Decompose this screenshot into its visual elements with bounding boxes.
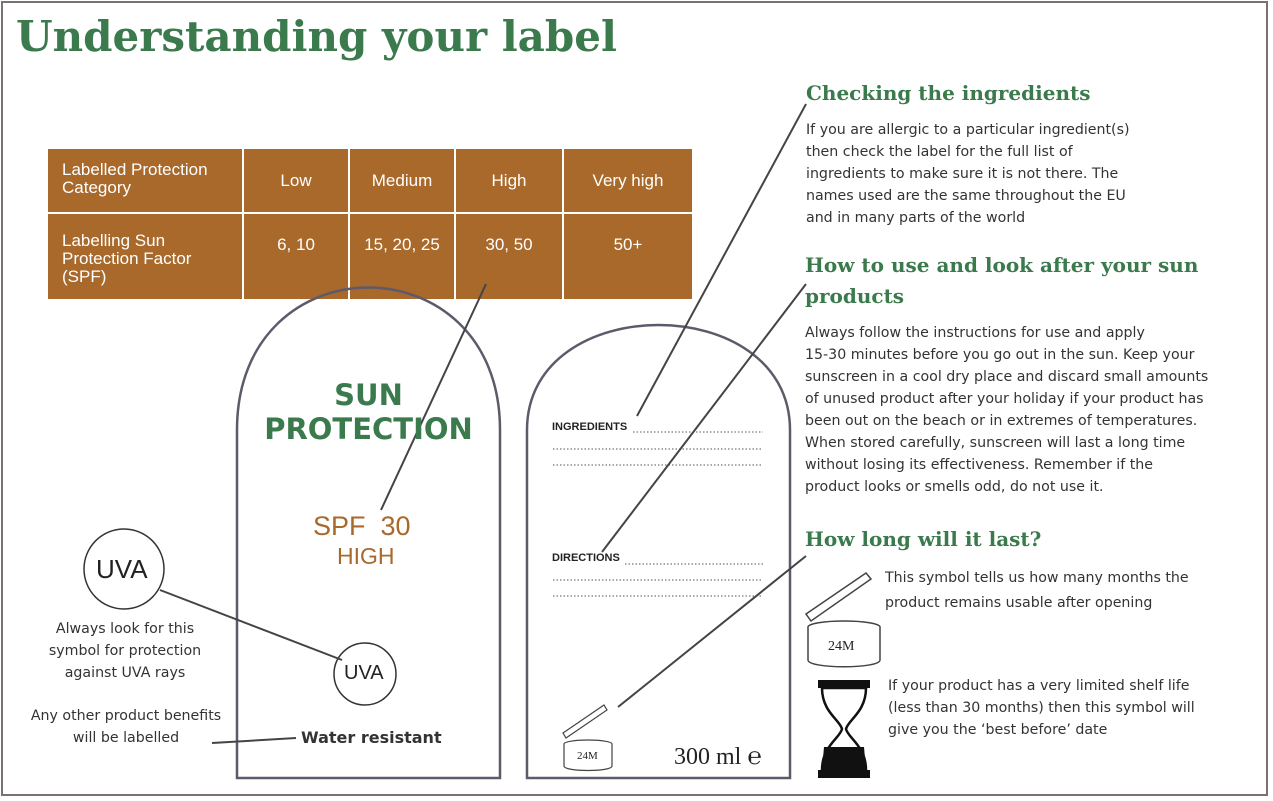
use-heading bbox=[805, 250, 1198, 312]
table-header-label-line: Labelled Protection bbox=[62, 159, 208, 179]
benefits-note-line: Any other product benefits bbox=[30, 708, 222, 724]
ingredients-heading: Checking the ingredients bbox=[806, 81, 1091, 105]
ingredients-text-line: ingredients to make sure it is not there. The bbox=[806, 166, 1119, 182]
spf-level: HIGH bbox=[337, 543, 395, 569]
use-text-line: without losing its effectiveness. Remember if the bbox=[805, 457, 1154, 473]
uva-badge-label: UVA bbox=[344, 662, 384, 684]
table-category-cell: Low bbox=[243, 149, 349, 213]
table-category-cell: Very high bbox=[563, 149, 692, 213]
use-text-line: been out on the beach or in extremes of temperatures. bbox=[805, 413, 1198, 429]
ingredients-text bbox=[806, 119, 1130, 229]
jar-symbol-label: 24M bbox=[828, 639, 855, 654]
table-row-label-line: Protection Factor bbox=[62, 248, 192, 268]
directions-label: DIRECTIONS bbox=[552, 552, 620, 564]
hourglass-text bbox=[888, 675, 1195, 741]
jar-symbol-text bbox=[885, 566, 1189, 616]
use-text-line: product looks or smells odd, do not use it. bbox=[805, 479, 1104, 495]
table-header-label-line: Category bbox=[62, 177, 131, 197]
hourglass-text-line: give you the ‘best before’ date bbox=[888, 722, 1108, 738]
use-text-line: Always follow the instructions for use and apply bbox=[805, 325, 1145, 341]
sun-title-line: PROTECTION bbox=[264, 412, 473, 446]
hourglass-text-line: (less than 30 months) then this symbol will bbox=[888, 700, 1195, 716]
ingredients-text-line: names used are the same throughout the EU bbox=[806, 188, 1126, 204]
table-spf-cell: 50+ bbox=[563, 213, 692, 299]
table-spf-cell: 30, 50 bbox=[455, 213, 563, 299]
table-category-cell: High bbox=[455, 149, 563, 213]
water-resistant-label: Water resistant bbox=[301, 728, 442, 747]
use-text-line: sunscreen in a cool dry place and discard small amounts bbox=[805, 369, 1209, 385]
uva-note bbox=[20, 618, 230, 684]
table-category-cell: Medium bbox=[349, 149, 455, 213]
ingredients-text-line: and in many parts of the world bbox=[806, 210, 1026, 226]
use-text bbox=[805, 322, 1208, 498]
connector-line bbox=[618, 556, 806, 707]
connector-line bbox=[637, 104, 806, 416]
benefits-note-line: will be labelled bbox=[72, 730, 180, 746]
small-jar-label: 24M bbox=[577, 750, 598, 762]
connector-line bbox=[602, 284, 806, 552]
spf-value bbox=[313, 511, 411, 542]
hourglass-icon bbox=[818, 680, 870, 778]
use-text-line: of unused product after your holiday if your product has bbox=[805, 391, 1204, 407]
ingredients-text-line: then check the label for the full list of bbox=[806, 144, 1073, 160]
jar-symbol-text-line: product remains usable after opening bbox=[885, 595, 1153, 611]
uva-note-line: symbol for protection bbox=[48, 643, 202, 659]
jar-symbol-text-line: This symbol tells us how many months the bbox=[885, 570, 1189, 586]
hourglass-text-line: If your product has a very limited shelf life bbox=[888, 678, 1190, 694]
benefits-note bbox=[16, 705, 236, 749]
uva-symbol-label: UVA bbox=[96, 554, 148, 584]
table-row-label-line: Labelling Sun bbox=[62, 230, 166, 250]
spf-number: 30 bbox=[380, 511, 411, 541]
use-text-line: When stored carefully, sunscreen will last a long time bbox=[805, 435, 1186, 451]
use-text-line: 15-30 minutes before you go out in the sun. Keep your bbox=[805, 347, 1195, 363]
table-spf-cell: 15, 20, 25 bbox=[349, 213, 455, 299]
table-spf-cell: 6, 10 bbox=[243, 213, 349, 299]
sun-protection-title bbox=[237, 378, 500, 446]
spf-prefix: SPF bbox=[313, 511, 366, 541]
uva-note-line: against UVA rays bbox=[64, 665, 186, 681]
shelf-life-heading: How long will it last? bbox=[805, 527, 1042, 551]
table-row-label-line: (SPF) bbox=[62, 266, 107, 286]
sun-title-line: SUN bbox=[334, 378, 403, 412]
ingredients-text-line: If you are allergic to a particular ingredient(s) bbox=[806, 122, 1130, 138]
ingredients-label: INGREDIENTS bbox=[552, 421, 628, 433]
page-title: Understanding your label bbox=[16, 12, 617, 61]
use-heading-line: products bbox=[805, 284, 905, 308]
volume-label: 300 ml ℮ bbox=[674, 744, 762, 770]
use-heading-line: How to use and look after your sun bbox=[805, 253, 1199, 277]
uva-note-line: Always look for this bbox=[55, 621, 195, 637]
